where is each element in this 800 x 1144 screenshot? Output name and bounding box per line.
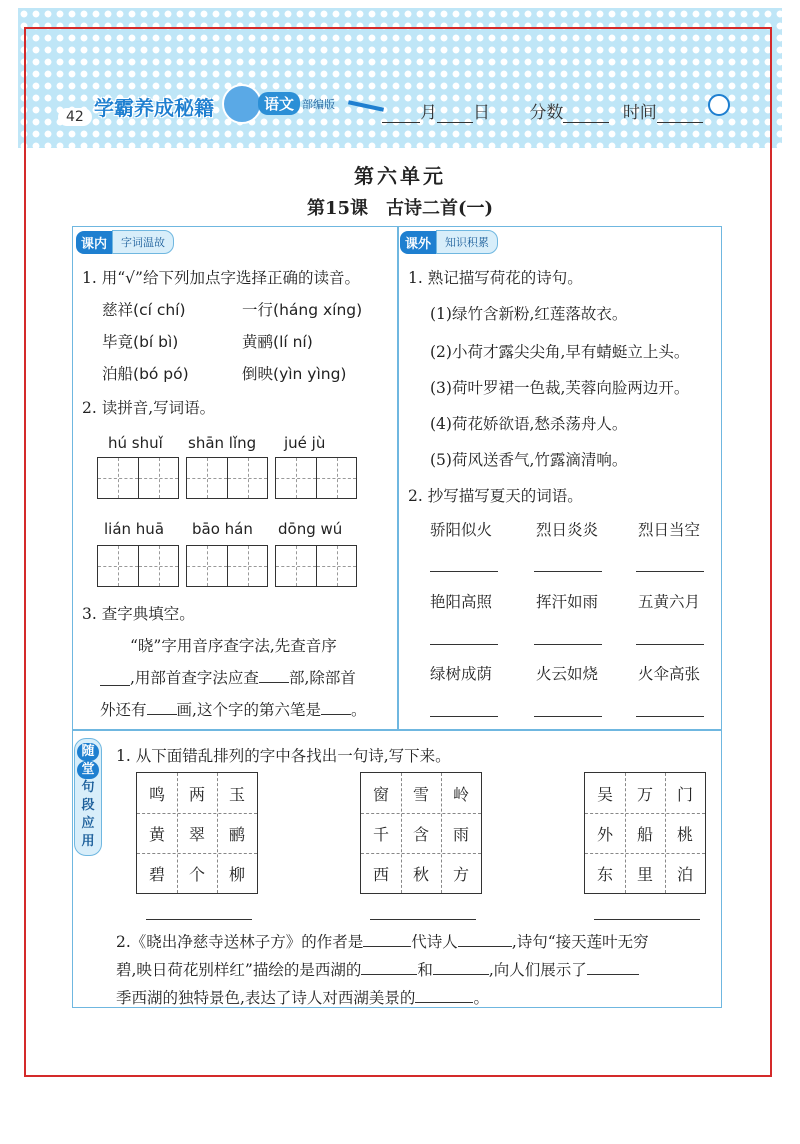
grid1-char: 鹂 [228, 824, 245, 844]
grid-guide-line [137, 813, 257, 814]
side-tag-char-4: 段 [81, 798, 95, 813]
copy-blank-3[interactable] [636, 570, 704, 572]
q1-item-2: 一行(háng xíng) [242, 301, 363, 319]
grid1-char: 个 [188, 864, 205, 884]
copy-blank-9[interactable] [636, 715, 704, 717]
month-blank[interactable] [382, 106, 420, 123]
q3-blank-2[interactable] [259, 668, 289, 683]
grid2-char: 雪 [412, 784, 429, 804]
grid2-char: 雨 [452, 824, 469, 844]
score-label: 分数 [529, 103, 564, 123]
poem-answer-blank-1[interactable] [146, 918, 252, 920]
pinyin-2: shān lǐng [188, 434, 257, 452]
write-grid-5[interactable] [186, 545, 268, 587]
bottom-q2-line3: 季西湖的独特景色,表达了诗人对西湖美景的 。 [116, 989, 489, 1007]
q3-blank-4[interactable] [321, 700, 351, 715]
grid-guide-line [441, 773, 442, 893]
pinyin-6: dōng wú [278, 520, 343, 538]
feeling-blank[interactable] [415, 988, 473, 1003]
scene-blank-1[interactable] [361, 960, 417, 975]
right-q2: 2. 抄写描写夏天的词语。 [408, 487, 583, 505]
grid-guide-line [137, 853, 257, 854]
left-q3: 3. 查字典填空。 [82, 605, 195, 623]
grid2-char: 含 [412, 824, 429, 844]
copy-blank-6[interactable] [636, 643, 704, 645]
left-section-tag [76, 230, 174, 254]
header-fields [382, 98, 703, 123]
month-label: 月 [420, 103, 437, 123]
q1-item-5: 泊船(bó pó) [102, 365, 189, 383]
grid2-char: 岭 [452, 784, 469, 804]
summer-word-7: 绿树成荫 [430, 665, 493, 683]
page-number: 42 [58, 108, 92, 126]
poem-answer-blank-2[interactable] [370, 918, 476, 920]
bottom-side-tag [74, 738, 102, 856]
grid1-char: 翠 [188, 824, 205, 844]
grid3-char: 泊 [676, 864, 693, 884]
grid3-char: 门 [676, 784, 693, 804]
grid2-char: 西 [372, 864, 389, 884]
char-grid-3 [584, 772, 706, 894]
day-label: 日 [473, 103, 490, 123]
pinyin-5: bāo hán [192, 520, 253, 538]
q1-item-6: 倒映(yìn yìng) [242, 365, 347, 383]
write-grid-2[interactable] [186, 457, 268, 499]
left-q2: 2. 读拼音,写词语。 [82, 399, 216, 417]
grid2-char: 方 [452, 864, 469, 884]
summer-word-2: 烈日炎炎 [536, 521, 599, 539]
grid3-char: 船 [636, 824, 653, 844]
q3-blank-3[interactable] [147, 700, 177, 715]
grid3-char: 万 [636, 784, 653, 804]
summer-word-1: 骄阳似火 [430, 521, 493, 539]
char-grid-2 [360, 772, 482, 894]
grid1-char: 两 [188, 784, 205, 804]
poem-answer-blank-3[interactable] [594, 918, 700, 920]
copy-blank-5[interactable] [534, 643, 602, 645]
grid3-char: 东 [596, 864, 613, 884]
poem-3: (3)荷叶罗裙一色裁,芙蓉向脸两边开。 [430, 379, 690, 397]
bottom-q1: 1. 从下面错乱排列的字中各找出一句诗,写下来。 [116, 747, 451, 765]
season-blank[interactable] [587, 960, 639, 975]
author-blank[interactable] [363, 932, 411, 947]
grid3-char: 吴 [596, 784, 613, 804]
left-tag-a: 课内 [76, 231, 112, 254]
right-q1: 1. 熟记描写荷花的诗句。 [408, 269, 583, 287]
side-tag-char-1: 随 [77, 743, 99, 761]
right-tag-a: 课外 [400, 231, 436, 254]
poem-2: (2)小荷才露尖尖角,早有蜻蜓立上头。 [430, 343, 690, 361]
pinyin-3: jué jù [284, 434, 326, 452]
summer-word-5: 挥汗如雨 [536, 593, 599, 611]
q1-item-3: 毕竟(bí bì) [102, 333, 179, 351]
grid-guide-line [665, 773, 666, 893]
right-section-tag [400, 230, 498, 254]
grid2-char: 秋 [412, 864, 429, 884]
grid-guide-line [401, 773, 402, 893]
q3-line2: ,用部首查字法应查 部,除部首 [130, 669, 356, 687]
edition-label: 部编版 [302, 98, 335, 111]
poem-4: (4)荷花娇欲语,愁杀荡舟人。 [430, 415, 628, 433]
copy-blank-7[interactable] [430, 715, 498, 717]
day-blank[interactable] [437, 106, 473, 123]
copy-blank-4[interactable] [430, 643, 498, 645]
brand-logo-text: 学霸养成秘籍 [94, 96, 214, 120]
subject-badge: 语文 [258, 92, 300, 115]
grid1-char: 黄 [148, 824, 165, 844]
q3-line3: 外还有 画,这个字的第六笔是 。 [100, 701, 367, 719]
summer-word-4: 艳阳高照 [430, 593, 493, 611]
copy-blank-2[interactable] [534, 570, 602, 572]
pinyin-4: lián huā [104, 520, 165, 538]
left-q1: 1. 用“√”给下列加点字选择正确的读音。 [82, 269, 360, 287]
grid-guide-line [585, 853, 705, 854]
grid1-char: 玉 [228, 784, 245, 804]
grid1-char: 碧 [148, 864, 165, 884]
q1-item-1: 慈祥(cí chí) [102, 301, 186, 319]
grid-guide-line [217, 773, 218, 893]
side-tag-char-6: 用 [81, 834, 95, 849]
left-tag-b: 字词温故 [112, 230, 174, 254]
copy-blank-8[interactable] [534, 715, 602, 717]
summer-word-6: 五黄六月 [638, 593, 701, 611]
time-label: 时间 [622, 103, 657, 123]
mascot-icon [222, 84, 262, 124]
pinyin-1: hú shuǐ [108, 434, 163, 452]
grid-guide-line [361, 853, 481, 854]
write-grid-6[interactable] [275, 545, 357, 587]
bottom-q2-line2: 碧,映日荷花别样红”描绘的是西湖的 和 ,向人们展示了 [116, 958, 639, 980]
side-tag-char-5: 应 [81, 816, 95, 831]
unit-title: 第六单元 [354, 164, 446, 188]
grid-guide-line [625, 773, 626, 893]
summer-word-3: 烈日当空 [638, 521, 701, 539]
scene-blank-2[interactable] [433, 960, 489, 975]
poem-1: (1)绿竹含新粉,红莲落故衣。 [430, 305, 628, 323]
summer-word-8: 火云如烧 [536, 665, 599, 683]
grid2-char: 窗 [372, 784, 389, 804]
right-tag-b: 知识积累 [436, 230, 498, 254]
grid1-char: 柳 [228, 864, 245, 884]
grid3-char: 里 [636, 864, 653, 884]
q3-blank-1[interactable] [100, 684, 130, 686]
side-tag-char-2: 堂 [77, 761, 99, 779]
poem-5: (5)荷风送香气,竹露滴清响。 [430, 451, 628, 469]
poet-blank[interactable] [458, 932, 512, 947]
q1-item-4: 黄鹂(lí ní) [242, 333, 313, 351]
grid3-char: 外 [596, 824, 613, 844]
grid3-char: 桃 [676, 824, 693, 844]
grid2-char: 千 [372, 824, 389, 844]
grid1-char: 鸣 [148, 784, 165, 804]
char-grid-1 [136, 772, 258, 894]
summer-word-9: 火伞高张 [638, 665, 701, 683]
grid-guide-line [585, 813, 705, 814]
bottom-q2-line1: 2.《晓出净慈寺送林子方》的作者是 代诗人 ,诗句“接天莲叶无穷 [116, 933, 649, 951]
write-grid-4[interactable] [97, 545, 179, 587]
lesson-title: 第15课 古诗二首(一) [306, 198, 494, 219]
grid-guide-line [361, 813, 481, 814]
score-blank[interactable] [563, 106, 609, 123]
write-grid-3[interactable] [275, 457, 357, 499]
side-tag-char-3: 句 [81, 780, 95, 795]
time-blank[interactable] [657, 106, 703, 123]
clock-icon [708, 94, 730, 116]
write-grid-1[interactable] [97, 457, 179, 499]
copy-blank-1[interactable] [430, 570, 498, 572]
q3-line1: “晓”字用音序查字法,先查音序 [130, 637, 337, 655]
grid-guide-line [177, 773, 178, 893]
